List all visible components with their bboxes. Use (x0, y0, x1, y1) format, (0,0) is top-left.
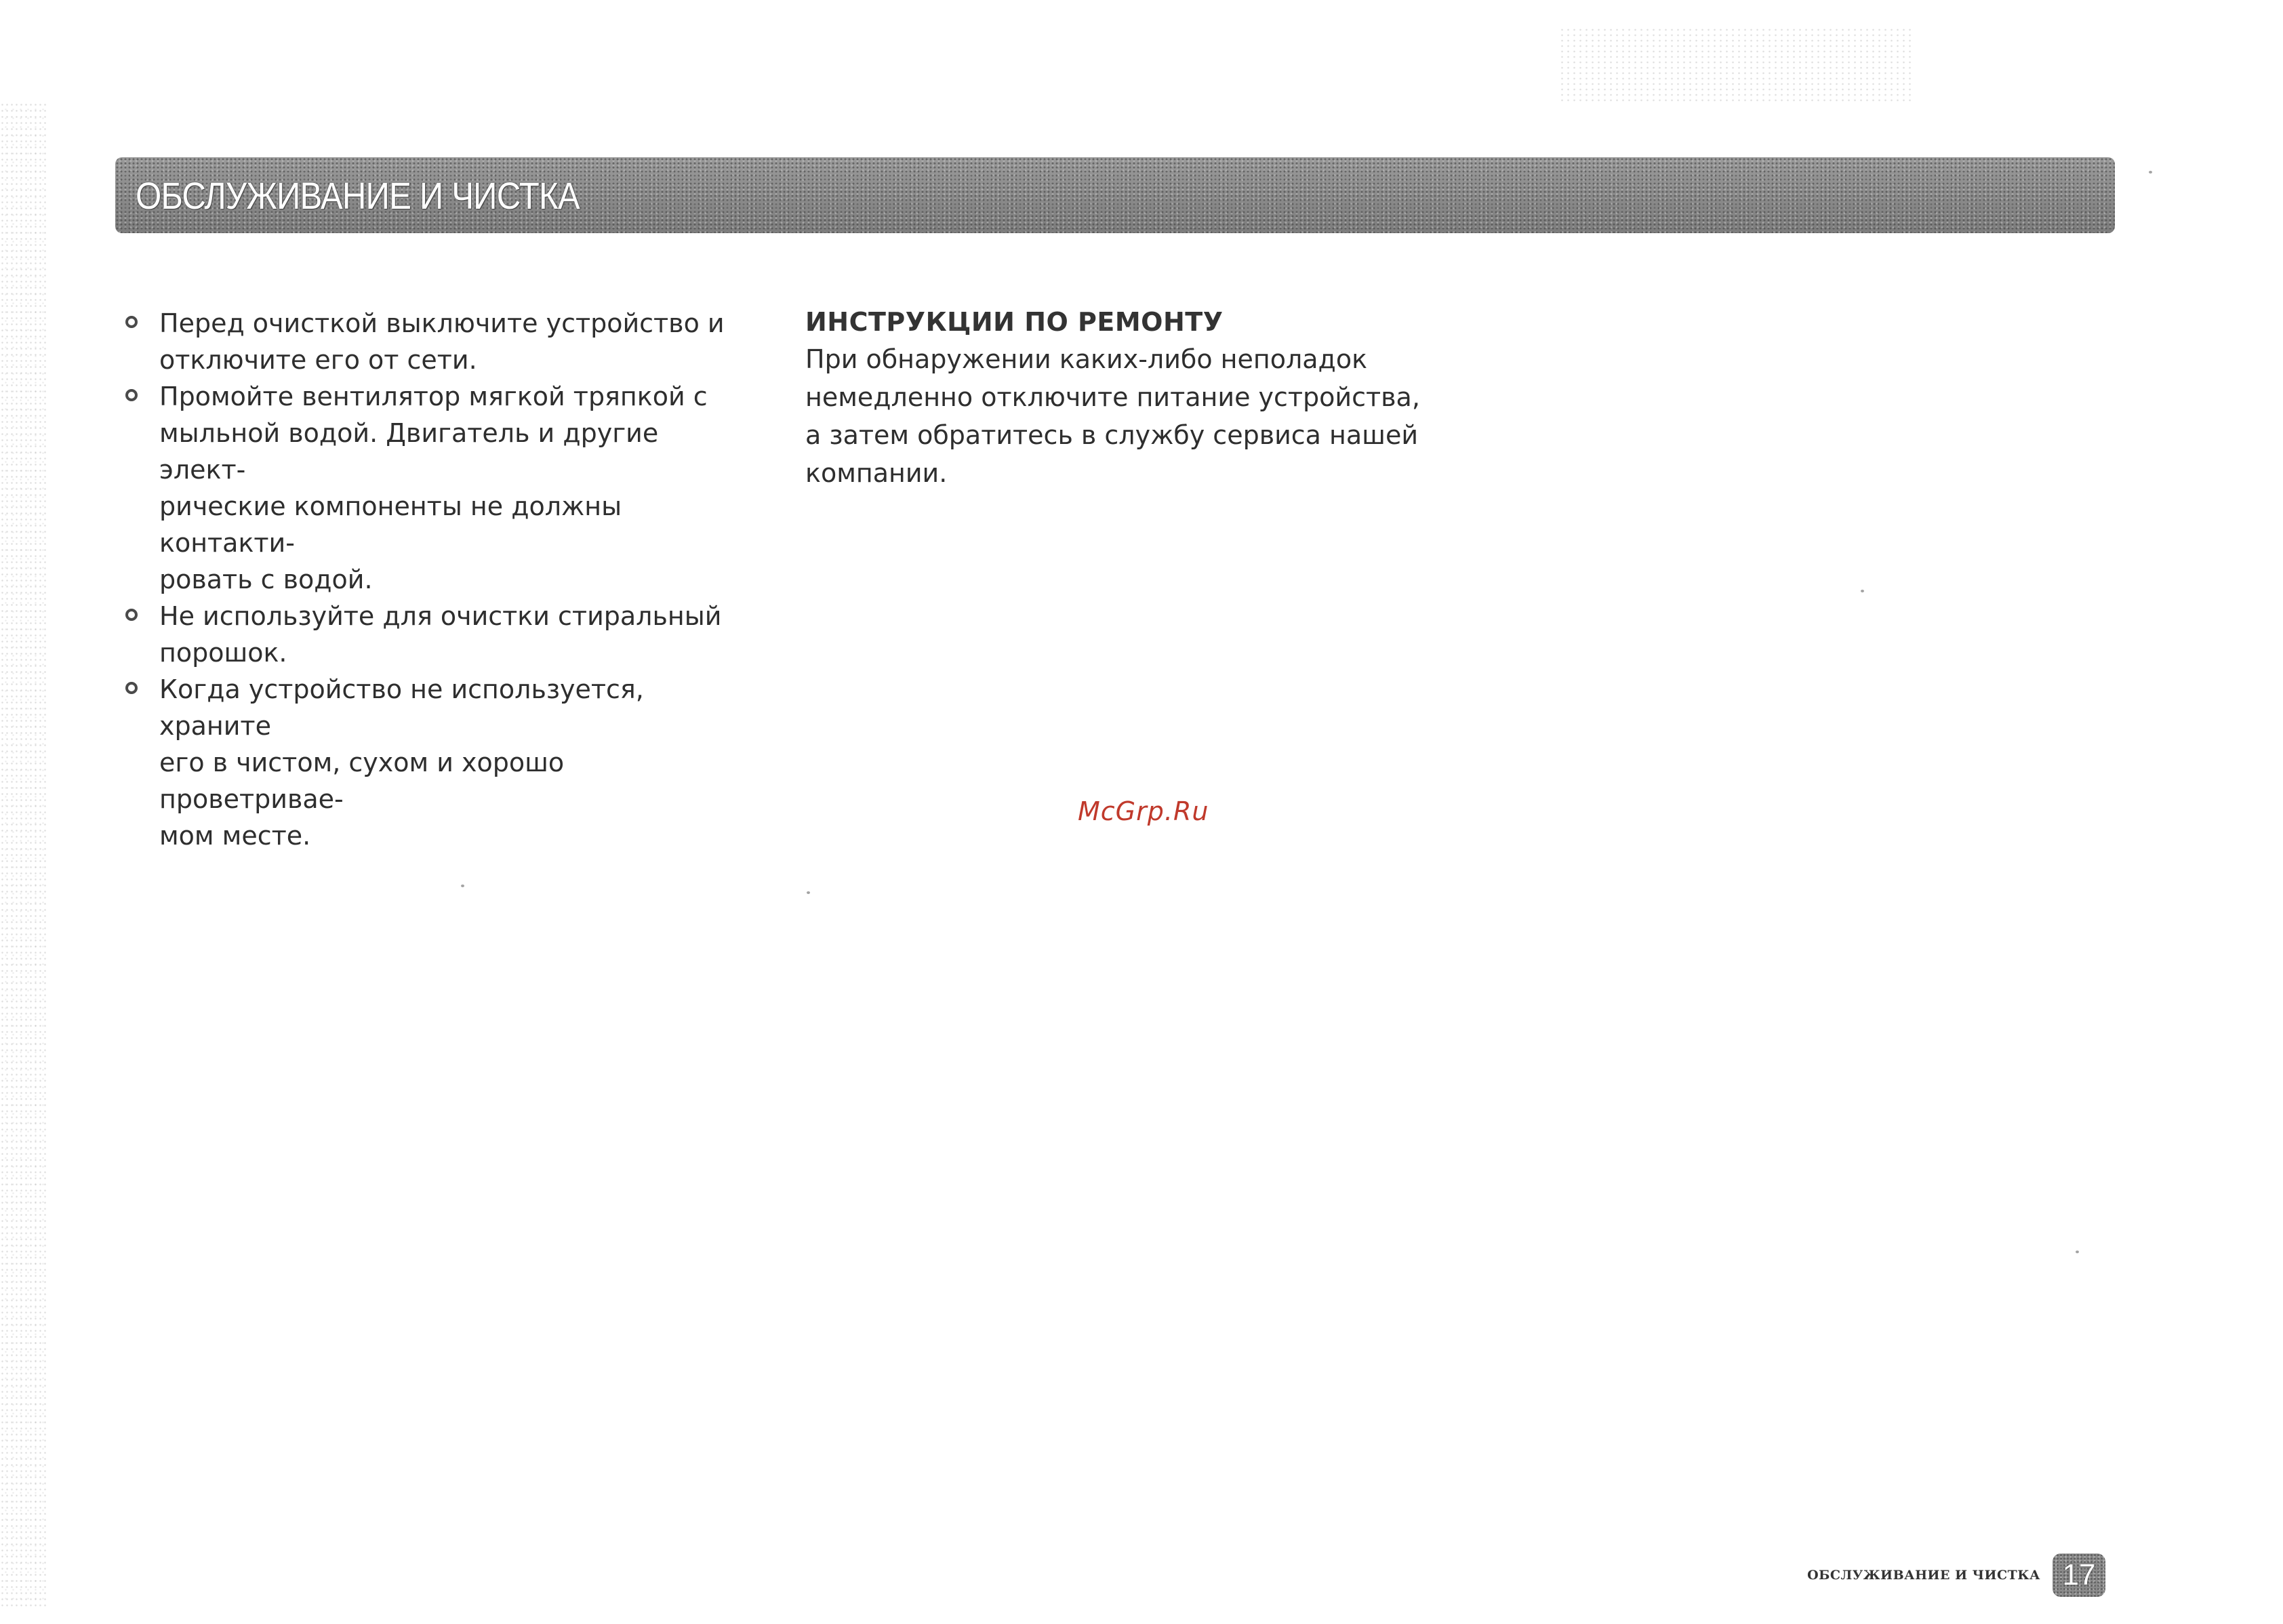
section-title: ОБСЛУЖИВАНИЕ И ЧИСТКА (136, 174, 580, 217)
list-item-text: Перед очисткой выключите устройство и отключите его от сети. (159, 308, 725, 375)
care-bullet-list (125, 305, 735, 854)
scan-noise-left (0, 102, 47, 1606)
footer-section-label: ОБСЛУЖИВАНИЕ И ЧИСТКА (1807, 1568, 2040, 1583)
list-item-text: Не используйте для очистки стиральный порошок. (159, 601, 722, 668)
page-number-badge: 17 (2053, 1554, 2105, 1597)
scan-speck (2149, 171, 2152, 174)
repair-body: При обнаружении каких-либо неполадок немедленно отключите питание устройства, а затем обратитесь в службу сервиса нашей компании. (805, 344, 1420, 488)
bullet-icon (125, 316, 138, 328)
bullet-icon (125, 389, 138, 401)
section-header-bar (115, 157, 2115, 233)
repair-heading: ИНСТРУКЦИИ ПО РЕМОНТУ (805, 307, 1224, 337)
list-item (125, 378, 735, 598)
watermark-link[interactable]: McGrp.Ru (1078, 796, 1209, 826)
bullet-icon (125, 609, 138, 621)
repair-instructions-column (805, 304, 1456, 492)
scan-speck (2076, 1251, 2079, 1253)
list-item (125, 598, 735, 671)
care-instructions-column (125, 305, 735, 854)
scan-speck (807, 891, 810, 894)
scan-speck (1861, 590, 1864, 592)
list-item (125, 671, 735, 854)
scan-noise-top (1559, 27, 1912, 102)
list-item-text: Промойте вентилятор мягкой тряпкой с мыльной водой. Двигатель и другие элект- рические компоненты не должны контакти- ровать с водой. (159, 382, 708, 594)
list-item (125, 305, 735, 378)
scan-speck (461, 885, 464, 887)
page-footer (1807, 1554, 2105, 1597)
bullet-icon (125, 682, 138, 694)
list-item-text: Когда устройство не используется, храните его в чистом, сухом и хорошо проветривае- мом месте. (159, 674, 644, 851)
